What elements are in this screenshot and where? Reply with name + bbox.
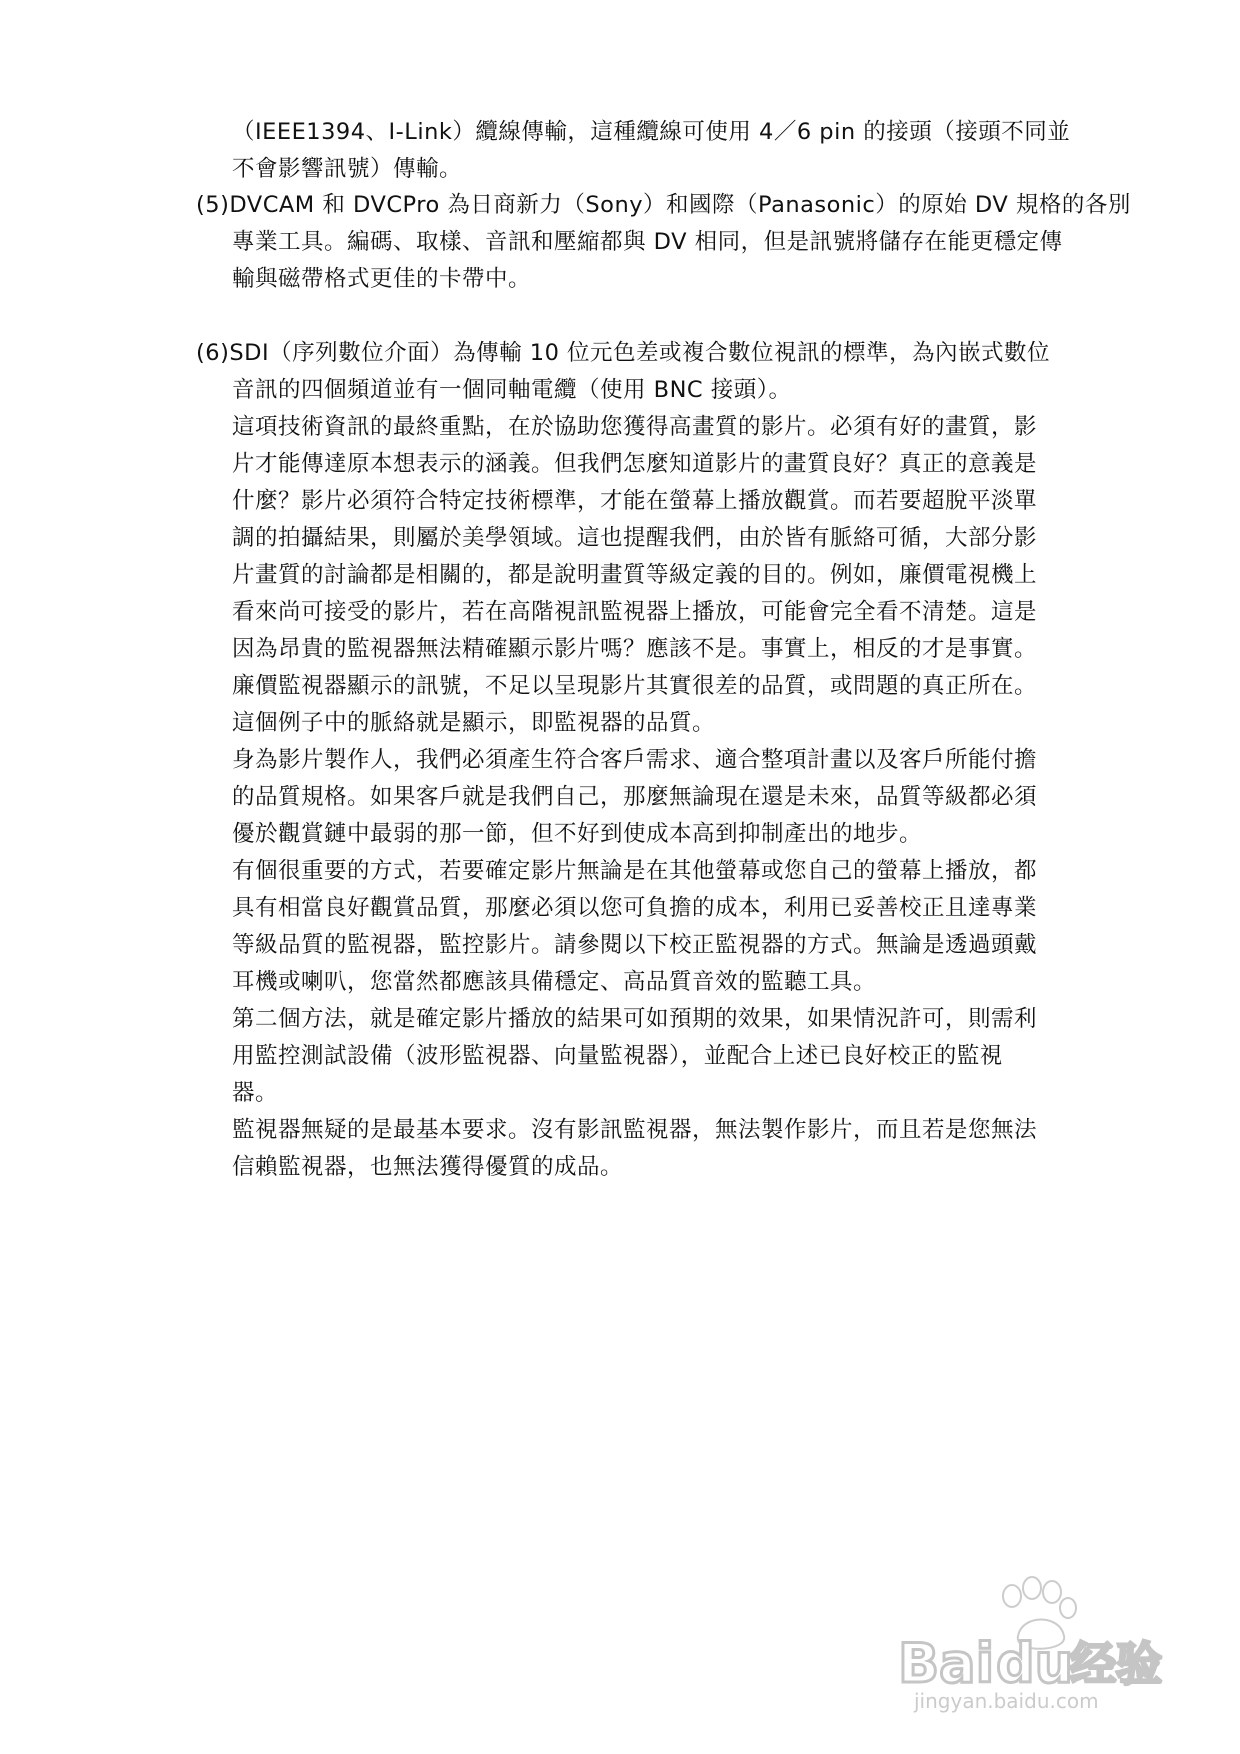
text-line: 有個很重要的方式，若要確定影片無論是在其他螢幕或您自己的螢幕上播放，都 — [232, 858, 1038, 884]
text-line: 輸與磁帶格式更佳的卡帶中。 — [232, 266, 532, 292]
svg-text:du: du — [996, 1632, 1074, 1695]
text-line: 器。 — [232, 1080, 279, 1106]
svg-text:jingyan.baidu.com: jingyan.baidu.com — [914, 1689, 1099, 1713]
text-line: 片才能傳達原本想表示的涵義。但我們怎麼知道影片的畫質良好？真正的意義是 — [232, 451, 1038, 477]
text-line: 的品質規格。如果客戶就是我們自己，那麼無論現在還是未來，品質等級都必須 — [232, 784, 1038, 810]
text-line: 優於觀賞鏈中最弱的那一節，但不好到使成本高到抑制產出的地步。 — [232, 821, 923, 847]
text-line: 等級品質的監視器，監控影片。請參閱以下校正監視器的方式。無論是透過頭戴 — [232, 932, 1038, 958]
text-line: 監視器無疑的是最基本要求。沒有影訊監視器，無法製作影片，而且若是您無法 — [232, 1117, 1038, 1143]
text-line: 信賴監視器，也無法獲得優質的成品。 — [232, 1154, 624, 1180]
text-line: （IEEE1394、I-Link）纜線傳輸，這種纜線可使用 4／6 pin 的接頭（接頭不同並 — [232, 119, 1071, 145]
svg-text:经验: 经验 — [1070, 1637, 1162, 1691]
text-line: 用監控測試設備（波形監視器、向量監視器），並配合上述已良好校正的監視 — [232, 1043, 1003, 1069]
list-item-6: (6)SDI（序列數位介面）為傳輸 10 位元色差或複合數位視訊的標準，為內嵌式數位 — [196, 340, 1051, 366]
text-line: 看來尚可接受的影片，若在高階視訊監視器上播放，可能會完全看不清楚。這是 — [232, 599, 1038, 625]
text-line: 身為影片製作人，我們必須產生符合客戶需求、適合整項計畫以及客戶所能付擔 — [232, 747, 1038, 773]
text-line: 因為昂貴的監視器無法精確顯示影片嗎？應該不是。事實上，相反的才是事實。 — [232, 636, 1038, 662]
text-line: 第二個方法，就是確定影片播放的結果可如預期的效果，如果情況許可，則需利 — [232, 1006, 1038, 1032]
baidu-jingyan-watermark-icon — [892, 1574, 1192, 1714]
text-line: 調的拍攝結果，則屬於美學領域。這也提醒我們，由於皆有脈絡可循，大部分影 — [232, 525, 1038, 551]
svg-text:Bai: Bai — [898, 1632, 995, 1695]
text-line: 這項技術資訊的最終重點，在於協助您獲得高畫質的影片。必須有好的畫質，影 — [232, 414, 1038, 440]
text-line: 耳機或喇叭，您當然都應該具備穩定、高品質音效的監聽工具。 — [232, 969, 877, 995]
text-line: 不會影響訊號）傳輸。 — [232, 156, 463, 182]
text-line: 音訊的四個頻道並有一個同軸電纜（使用 BNC 接頭）。 — [232, 377, 792, 403]
list-item-5: (5)DVCAM 和 DVCPro 為日商新力（Sony）和國際（Panasonic）的原始 DV 規格的各別 — [196, 192, 1131, 218]
text-line: 這個例子中的脈絡就是顯示，即監視器的品質。 — [232, 710, 716, 736]
text-line: 片畫質的討論都是相關的，都是說明畫質等級定義的目的。例如，廉價電視機上 — [232, 562, 1038, 588]
text-line: 具有相當良好觀賞品質，那麼必須以您可負擔的成本，利用已妥善校正且達專業 — [232, 895, 1038, 921]
text-line: 廉價監視器顯示的訊號，不足以呈現影片其實很差的品質，或問題的真正所在。 — [232, 673, 1038, 699]
text-line: 什麼？影片必須符合特定技術標準，才能在螢幕上播放觀賞。而若要超脫平淡單 — [232, 488, 1038, 514]
text-line: 專業工具。編碼、取樣、音訊和壓縮都與 DV 相同，但是訊號將儲存在能更穩定傳 — [232, 229, 1063, 255]
